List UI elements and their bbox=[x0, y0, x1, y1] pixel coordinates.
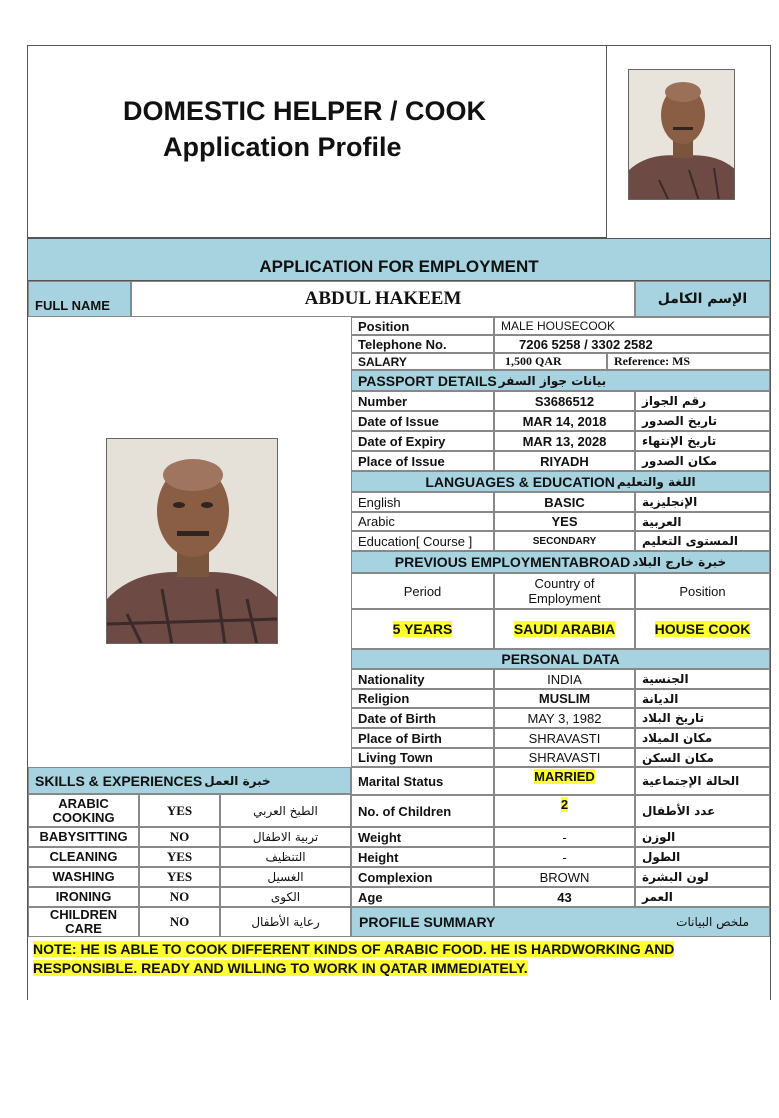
skill-row-value: YES bbox=[139, 847, 220, 867]
personal-row-value-cell bbox=[494, 795, 635, 827]
skill-row-label-ar: التنظيف bbox=[220, 847, 351, 867]
personal-row-value: - bbox=[494, 847, 635, 867]
skill-row-value: NO bbox=[139, 907, 220, 937]
language-row-label: Education[ Course ] bbox=[351, 531, 494, 551]
skill-row-label bbox=[28, 907, 139, 937]
employment-position-cell bbox=[635, 609, 770, 649]
previous-employment-header bbox=[351, 551, 770, 573]
language-row-value: YES bbox=[494, 512, 635, 531]
profile-summary-header-ar: ملخص البيانات bbox=[676, 915, 749, 929]
skill-row-value: YES bbox=[139, 794, 220, 827]
full-name-label-ar: الإسم الكامل bbox=[635, 281, 770, 317]
applicant-photo-large bbox=[106, 438, 278, 644]
skill-row-label bbox=[28, 827, 139, 847]
skills-header-ar: خبرة العمل bbox=[204, 773, 271, 788]
passport-header-text: PASSPORT DETAILS bbox=[358, 372, 497, 389]
employment-country: SAUDI ARABIA bbox=[513, 621, 616, 637]
employment-period-cell bbox=[351, 609, 494, 649]
passport-row-label: Date of Issue bbox=[351, 411, 494, 431]
passport-row-label-ar: رقم الجواز bbox=[635, 391, 770, 411]
previous-employment-header-text: PREVIOUS EMPLOYMENTABROAD bbox=[394, 554, 631, 570]
profile-note bbox=[33, 940, 768, 978]
skill-row-label-text: ARABIC COOKING bbox=[52, 795, 115, 825]
position-label: Position bbox=[351, 317, 494, 335]
skill-row-label-text: CLEANING bbox=[49, 849, 118, 864]
languages-header bbox=[351, 471, 770, 492]
personal-row-label: Nationality bbox=[351, 669, 494, 689]
personal-row-value-cell bbox=[494, 767, 635, 795]
skill-row-label-text: IRONING bbox=[55, 889, 112, 904]
passport-row-value: RIYADH bbox=[494, 451, 635, 471]
personal-row-label: Weight bbox=[351, 827, 494, 847]
header-title-box bbox=[27, 45, 607, 238]
skill-row-label-ar: الغسيل bbox=[220, 867, 351, 887]
personal-row-label: Living Town bbox=[351, 748, 494, 767]
personal-row-label-ar: عدد الأطفال bbox=[635, 795, 770, 827]
language-row-value: BASIC bbox=[494, 492, 635, 512]
skill-row-label-ar: رعاية الأطفال bbox=[220, 907, 351, 937]
profile-note-text: NOTE: HE IS ABLE TO COOK DIFFERENT KINDS OF ARABIC FOOD. HE IS HARDWORKING AND RESPONSIBLE. READY AND WILLING TO WORK IN QATAR IMMEDIATELY. bbox=[33, 941, 675, 976]
applicant-photo-large-image bbox=[107, 439, 278, 644]
telephone-value: 7206 5258 / 3302 2582 bbox=[494, 335, 770, 353]
skill-row-label bbox=[28, 794, 139, 827]
passport-header bbox=[351, 370, 770, 391]
personal-row-label-ar: الطول bbox=[635, 847, 770, 867]
skill-row-label-text: WASHING bbox=[52, 869, 115, 884]
passport-row-value: MAR 14, 2018 bbox=[494, 411, 635, 431]
passport-row-value: MAR 13, 2028 bbox=[494, 431, 635, 451]
application-banner-text: APPLICATION FOR EMPLOYMENT bbox=[259, 257, 539, 276]
col-country-header bbox=[494, 573, 635, 609]
skill-row-value: NO bbox=[139, 887, 220, 907]
col-period-header: Period bbox=[351, 573, 494, 609]
language-row-value: SECONDARY bbox=[494, 531, 635, 551]
salary-label: SALARY bbox=[351, 353, 494, 370]
personal-row-value: MUSLIM bbox=[494, 689, 635, 708]
languages-header-ar: اللغة والتعليم bbox=[616, 474, 696, 489]
applicant-photo-small-image bbox=[629, 70, 735, 200]
application-banner bbox=[28, 238, 770, 281]
passport-row-label: Date of Expiry bbox=[351, 431, 494, 451]
full-name-label: FULL NAME bbox=[28, 281, 131, 317]
personal-row-label-ar: مكان السكن bbox=[635, 748, 770, 767]
personal-row-label-ar: الوزن bbox=[635, 827, 770, 847]
employment-period: 5 YEARS bbox=[392, 621, 453, 637]
personal-row-label: Height bbox=[351, 847, 494, 867]
employment-position: HOUSE COOK bbox=[654, 621, 751, 637]
personal-row-label: Place of Birth bbox=[351, 728, 494, 748]
skill-row-label-ar: الطبخ العربي bbox=[220, 794, 351, 827]
employment-country-cell bbox=[494, 609, 635, 649]
applicant-photo-small bbox=[628, 69, 735, 200]
personal-row-label-ar: الديانة bbox=[635, 689, 770, 708]
col-country-header-text: Country of Employment bbox=[528, 576, 601, 606]
skills-header bbox=[28, 767, 351, 794]
passport-row-label-ar: مكان الصدور bbox=[635, 451, 770, 471]
personal-row-value: MAY 3, 1982 bbox=[494, 708, 635, 728]
personal-row-value: BROWN bbox=[494, 867, 635, 887]
personal-row-label-ar: تاريخ البلاد bbox=[635, 708, 770, 728]
skills-header-text: SKILLS & EXPERIENCES bbox=[35, 772, 203, 789]
personal-row-value: - bbox=[494, 827, 635, 847]
language-row-label-ar: العربية bbox=[635, 512, 770, 531]
salary-value: 1,500 QAR bbox=[494, 353, 607, 370]
skill-row-value: NO bbox=[139, 827, 220, 847]
skill-row-label-ar: الكوى bbox=[220, 887, 351, 907]
profile-summary-header bbox=[351, 907, 770, 937]
position-value: MALE HOUSECOOK bbox=[494, 317, 770, 335]
skill-row-value: YES bbox=[139, 867, 220, 887]
passport-row-label: Number bbox=[351, 391, 494, 411]
personal-row-label: Religion bbox=[351, 689, 494, 708]
personal-row-label-ar: مكان الميلاد bbox=[635, 728, 770, 748]
previous-employment-header-ar: خبرة خارج البلاد bbox=[632, 555, 727, 569]
personal-row-label-ar: لون البشرة bbox=[635, 867, 770, 887]
personal-row-label: Complexion bbox=[351, 867, 494, 887]
personal-row-label: Date of Birth bbox=[351, 708, 494, 728]
full-name-value: ABDUL HAKEEM bbox=[131, 281, 635, 317]
personal-row-value: SHRAVASTI bbox=[494, 748, 635, 767]
personal-data-header: PERSONAL DATA bbox=[351, 649, 770, 669]
passport-row-value: S3686512 bbox=[494, 391, 635, 411]
reference: Reference: MS bbox=[607, 353, 770, 370]
language-row-label-ar: الإنجليزية bbox=[635, 492, 770, 512]
skill-row-label bbox=[28, 867, 139, 887]
language-row-label: English bbox=[351, 492, 494, 512]
personal-row-label: Age bbox=[351, 887, 494, 907]
personal-row-label-ar: الحالة الإجتماعية bbox=[635, 767, 770, 795]
skill-row-label bbox=[28, 847, 139, 867]
page-subtitle: Application Profile bbox=[163, 132, 402, 162]
profile-summary-header-text: PROFILE SUMMARY bbox=[359, 914, 496, 930]
personal-row-value: 43 bbox=[494, 887, 635, 907]
skill-row-label-ar: تربية الاطفال bbox=[220, 827, 351, 847]
personal-row-label-ar: العمر bbox=[635, 887, 770, 907]
telephone-label: Telephone No. bbox=[351, 335, 494, 353]
skill-row-label-text: BABYSITTING bbox=[39, 829, 128, 844]
passport-header-ar: بيانات جواز السفر bbox=[498, 373, 607, 388]
skill-row-label bbox=[28, 887, 139, 907]
personal-row-label: Marital Status bbox=[351, 767, 494, 795]
col-position-header: Position bbox=[635, 573, 770, 609]
personal-row-value: INDIA bbox=[494, 669, 635, 689]
page-title: DOMESTIC HELPER / COOK bbox=[123, 96, 487, 126]
passport-row-label: Place of Issue bbox=[351, 451, 494, 471]
skill-row-label-text: CHILDREN CARE bbox=[49, 907, 118, 936]
personal-row-label-ar: الجنسية bbox=[635, 669, 770, 689]
language-row-label-ar: المستوى التعليم bbox=[635, 531, 770, 551]
passport-row-label-ar: تاريخ الإنتهاء bbox=[635, 431, 770, 451]
languages-header-text: LANGUAGES & EDUCATION bbox=[425, 473, 615, 490]
personal-row-label: No. of Children bbox=[351, 795, 494, 827]
personal-row-value: SHRAVASTI bbox=[494, 728, 635, 748]
personal-row-value: MARRIED bbox=[534, 769, 595, 784]
passport-row-label-ar: تاريخ الصدور bbox=[635, 411, 770, 431]
personal-row-value: 2 bbox=[560, 797, 569, 812]
language-row-label: Arabic bbox=[351, 512, 494, 531]
